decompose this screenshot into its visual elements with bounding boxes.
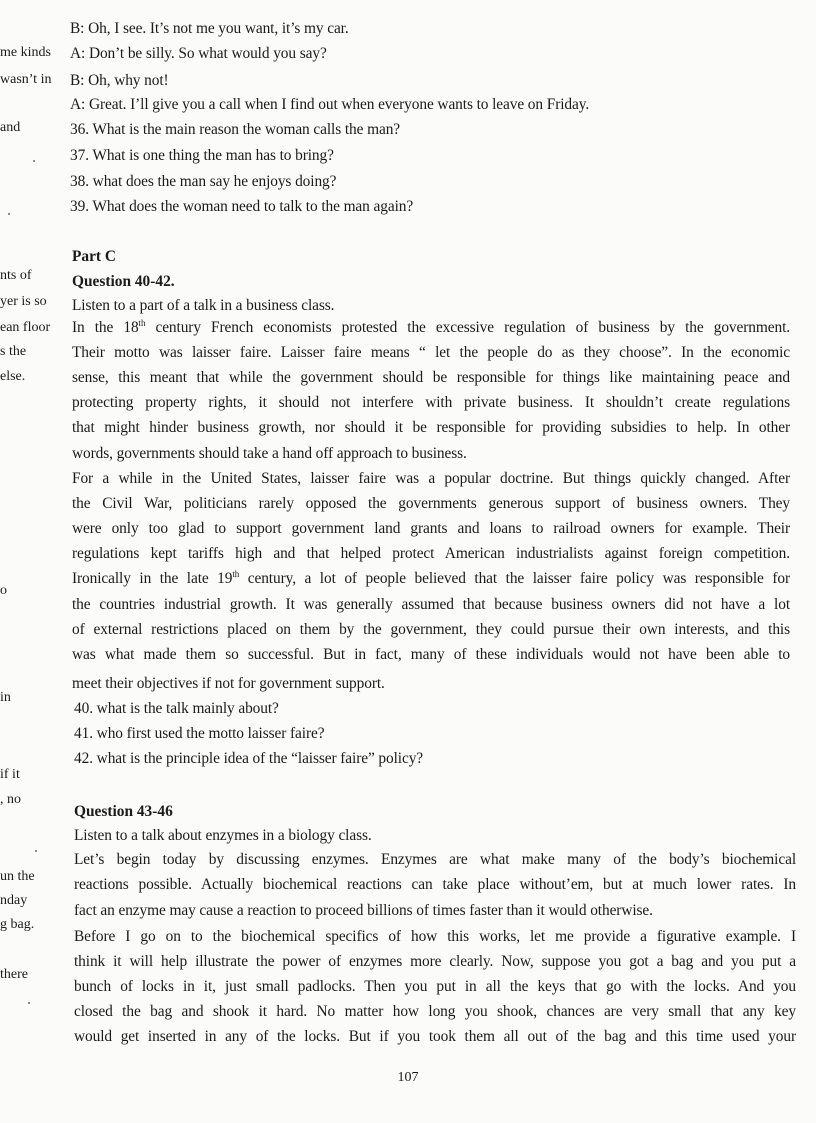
question-group-heading: Question 43-46 [74,803,173,820]
passage-line: reactions possible. Actually biochemical reactions can take place without’em, but at much lower rates. In [74,876,796,893]
scan-speck [28,1002,30,1004]
question-item: 40. what is the talk mainly about? [74,700,279,717]
passage-line: would get inserted in any of the locks. But if you took them all out of the bag and this time used your [74,1028,796,1045]
passage-line: Before I go on to the biochemical specifics of how this works, let me provide a figurative example. I [74,928,796,945]
passage-line [72,570,790,588]
margin-text: s the [0,344,27,359]
margin-text: un the [0,869,35,884]
section-heading: Part C [72,248,117,265]
passage-line: were only too glad to support government land grants and loans to railroad owners for example. Their [72,520,790,537]
text-run: century, a lot of people believed that the laisser faire policy was responsible for [239,570,790,587]
margin-text: ean floor [0,320,51,335]
passage-line: Their motto was laisser faire. Laisser faire means “ let the people do as they choose”. In the economic [72,344,790,361]
question-item: 41. who first used the motto laisser faire? [74,725,325,742]
margin-text: g bag. [0,917,35,932]
margin-text: and [0,120,21,135]
scan-speck [33,160,35,162]
superscript: th [232,568,240,579]
question-item: 42. what is the principle idea of the “laisser faire” policy? [74,750,424,767]
margin-text: there [0,967,28,982]
passage-line: of external restrictions placed on them by the government, they could pursue their own interests, and this [72,621,790,638]
passage-line: the Civil War, politicians rarely opposed the governments generous support of business owners. They [72,495,790,512]
listening-intro: Listen to a talk about enzymes in a biology class. [74,827,372,844]
margin-text: nts of [0,268,32,283]
passage-line: meet their objectives if not for government support. [72,675,385,692]
text-run: Ironically in the late 19 [72,570,233,587]
margin-text: nday [0,893,28,908]
question-group-heading: Question 40-42. [72,273,175,290]
passage-line: For a while in the United States, laisser faire was a popular doctrine. But things quickly changed. After [72,470,790,487]
question-item: 38. what does the man say he enjoys doing? [70,173,337,190]
passage-line: protecting property rights, it should not interfere with private business. It shouldn’t create regulations [72,394,790,411]
margin-text: else. [0,369,26,384]
text-run: century French economists protested the excessive regulation of business by the government. [145,319,790,336]
passage-line: was what made them so successful. But in fact, many of these individuals would not have been able to [72,646,790,663]
passage-line [72,319,790,337]
dialogue-line: A: Great. I’ll give you a call when I find out when everyone wants to leave on Friday. [70,96,590,113]
superscript: th [138,317,146,328]
passage-line: that might hinder business growth, nor should it be responsible for providing subsidies to help. In other [72,419,790,436]
margin-text: me kinds [0,45,51,60]
scan-speck [8,213,10,215]
margin-text: if it [0,767,20,782]
question-item: 37. What is one thing the man has to bring? [70,147,334,164]
scan-speck [35,850,37,852]
passage-line: Let’s begin today by discussing enzymes. Enzymes are what make many of the body’s biochemical [74,851,796,868]
passage-line: words, governments should take a hand off approach to business. [72,445,467,462]
listening-intro: Listen to a part of a talk in a business class. [72,297,335,314]
margin-text: o [0,583,7,598]
passage-line: fact an enzyme may cause a reaction to proceed billions of times faster than it would otherwise. [74,902,653,919]
text-run: In the 18 [72,319,139,336]
passage-line: regulations kept tariffs high and that helped protect American industrialists against foreign competition. [72,545,790,562]
passage-line: bunch of locks in it, just small padlocks. Then you put in all the keys that go with the locks. And you [74,978,796,995]
passage-line: think it will help illustrate the power of enzymes more clearly. Now, suppose you got a bag and you put a [74,953,796,970]
dialogue-line: B: Oh, I see. It’s not me you want, it’s my car. [70,20,349,37]
passage-line: the countries industrial growth. It was generally assumed that because business owners did not have a lot [72,596,790,613]
question-item: 36. What is the main reason the woman calls the man? [70,121,401,138]
question-item: 39. What does the woman need to talk to the man again? [70,198,414,215]
passage-line: sense, this meant that while the government should be responsible for things like maintaining peace and [72,369,790,386]
dialogue-line: A: Don’t be silly. So what would you say? [70,45,327,62]
margin-text: , no [0,792,21,807]
dialogue-line: B: Oh, why not! [70,72,169,89]
margin-text: in [0,690,11,705]
page-number: 107 [397,1070,419,1085]
margin-text: yer is so [0,294,47,309]
margin-text: wasn’t in [0,72,52,87]
passage-line: closed the bag and shook it hard. No matter how long you shook, chances are very small that any key [74,1003,796,1020]
